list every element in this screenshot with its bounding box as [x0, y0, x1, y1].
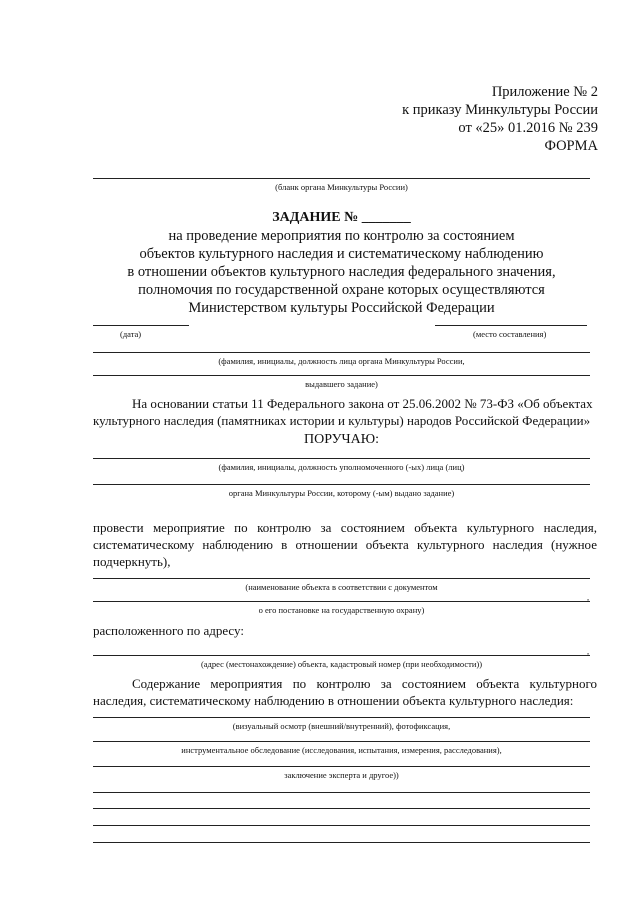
title-line-5: Министерством культуры Российской Федерации [188, 300, 495, 316]
order-reference: к приказу Минкультуры России [402, 102, 598, 118]
content-field-line-7 [93, 842, 590, 843]
object-caption-1: (наименование объекта в соответствии с документом [245, 582, 438, 592]
address-caption: (адрес (местонахождение) объекта, кадастровый номер (при необходимости)) [200, 659, 483, 669]
content-caption-3: заключение эксперта и другое)) [284, 770, 399, 780]
content-line-2: наследия, систематическому наблюдению в отношении объекта культурного наследия: [93, 693, 574, 708]
authorized-line-2 [93, 484, 590, 485]
authorized-caption-2: органа Минкультуры России, которому (-ым) выдано задание) [228, 488, 455, 498]
issuer-line-2 [93, 375, 590, 376]
located-label: расположенного по адресу: [93, 623, 244, 638]
conduct-line-2: систематическому наблюдению в отношении объекта культурного наследия (нужное [93, 537, 597, 552]
content-field-line-5 [93, 808, 590, 809]
content-line-1: Содержание мероприятия по контролю за состоянием объекта культурного [132, 676, 597, 691]
document-title: ЗАДАНИЕ № _______ [272, 210, 411, 225]
object-comma: , [587, 592, 590, 602]
issuer-line-1 [93, 352, 590, 353]
appendix-number: Приложение № 2 [491, 84, 598, 100]
address-comma: , [587, 646, 590, 656]
form-label: ФОРМА [544, 138, 598, 154]
basis-line-1: На основании статьи 11 Федерального закона от 25.06.2002 № 73-ФЗ «Об объектах [132, 396, 593, 411]
title-line-4: полномочия по государственной охране которых осуществляются [138, 282, 545, 298]
issuer-caption-1: (фамилия, инициалы, должность лица органа Минкультуры России, [218, 356, 465, 366]
object-caption-2: о его постановке на государственную охрану) [258, 605, 425, 615]
order-word: ПОРУЧАЮ: [303, 432, 380, 447]
authorized-line-1 [93, 458, 590, 459]
content-field-line-2 [93, 741, 590, 742]
object-line-1 [93, 578, 590, 579]
content-field-line-3 [93, 766, 590, 767]
basis-line-2: культурного наследия (памятниках истории и культуры) народов Российской Федерации» [93, 413, 591, 428]
content-field-line-1 [93, 717, 590, 718]
order-date: от «25» 01.2016 № 239 [458, 120, 598, 136]
issuer-caption-2: выдавшего задание) [305, 379, 378, 389]
date-line [93, 325, 189, 326]
content-field-line-6 [93, 825, 590, 826]
address-line [93, 655, 590, 656]
title-line-3: в отношении объектов культурного наследия федерального значения, [127, 264, 556, 280]
date-caption: (дата) [120, 329, 142, 339]
authorized-caption-1: (фамилия, инициалы, должность уполномоченного (-ых) лица (лиц) [218, 462, 465, 472]
blank-caption: (бланк органа Минкультуры России) [275, 182, 408, 192]
place-caption: (место составления) [473, 329, 547, 339]
blank-line [93, 178, 590, 179]
place-line [435, 325, 587, 326]
conduct-line-1: провести мероприятие по контролю за состоянием объекта культурного наследия, [93, 520, 597, 535]
title-line-1: на проведение мероприятия по контролю за состоянием [168, 228, 515, 244]
object-line-2 [93, 601, 590, 602]
content-caption-2: инструментальное обследование (исследования, испытания, измерения, расследования), [181, 745, 502, 755]
content-field-line-4 [93, 792, 590, 793]
content-caption-1: (визуальный осмотр (внешний/внутренний), фотофиксация, [232, 721, 451, 731]
title-line-2: объектов культурного наследия и систематическому наблюдению [139, 246, 544, 262]
conduct-line-3: подчеркнуть), [93, 554, 171, 569]
